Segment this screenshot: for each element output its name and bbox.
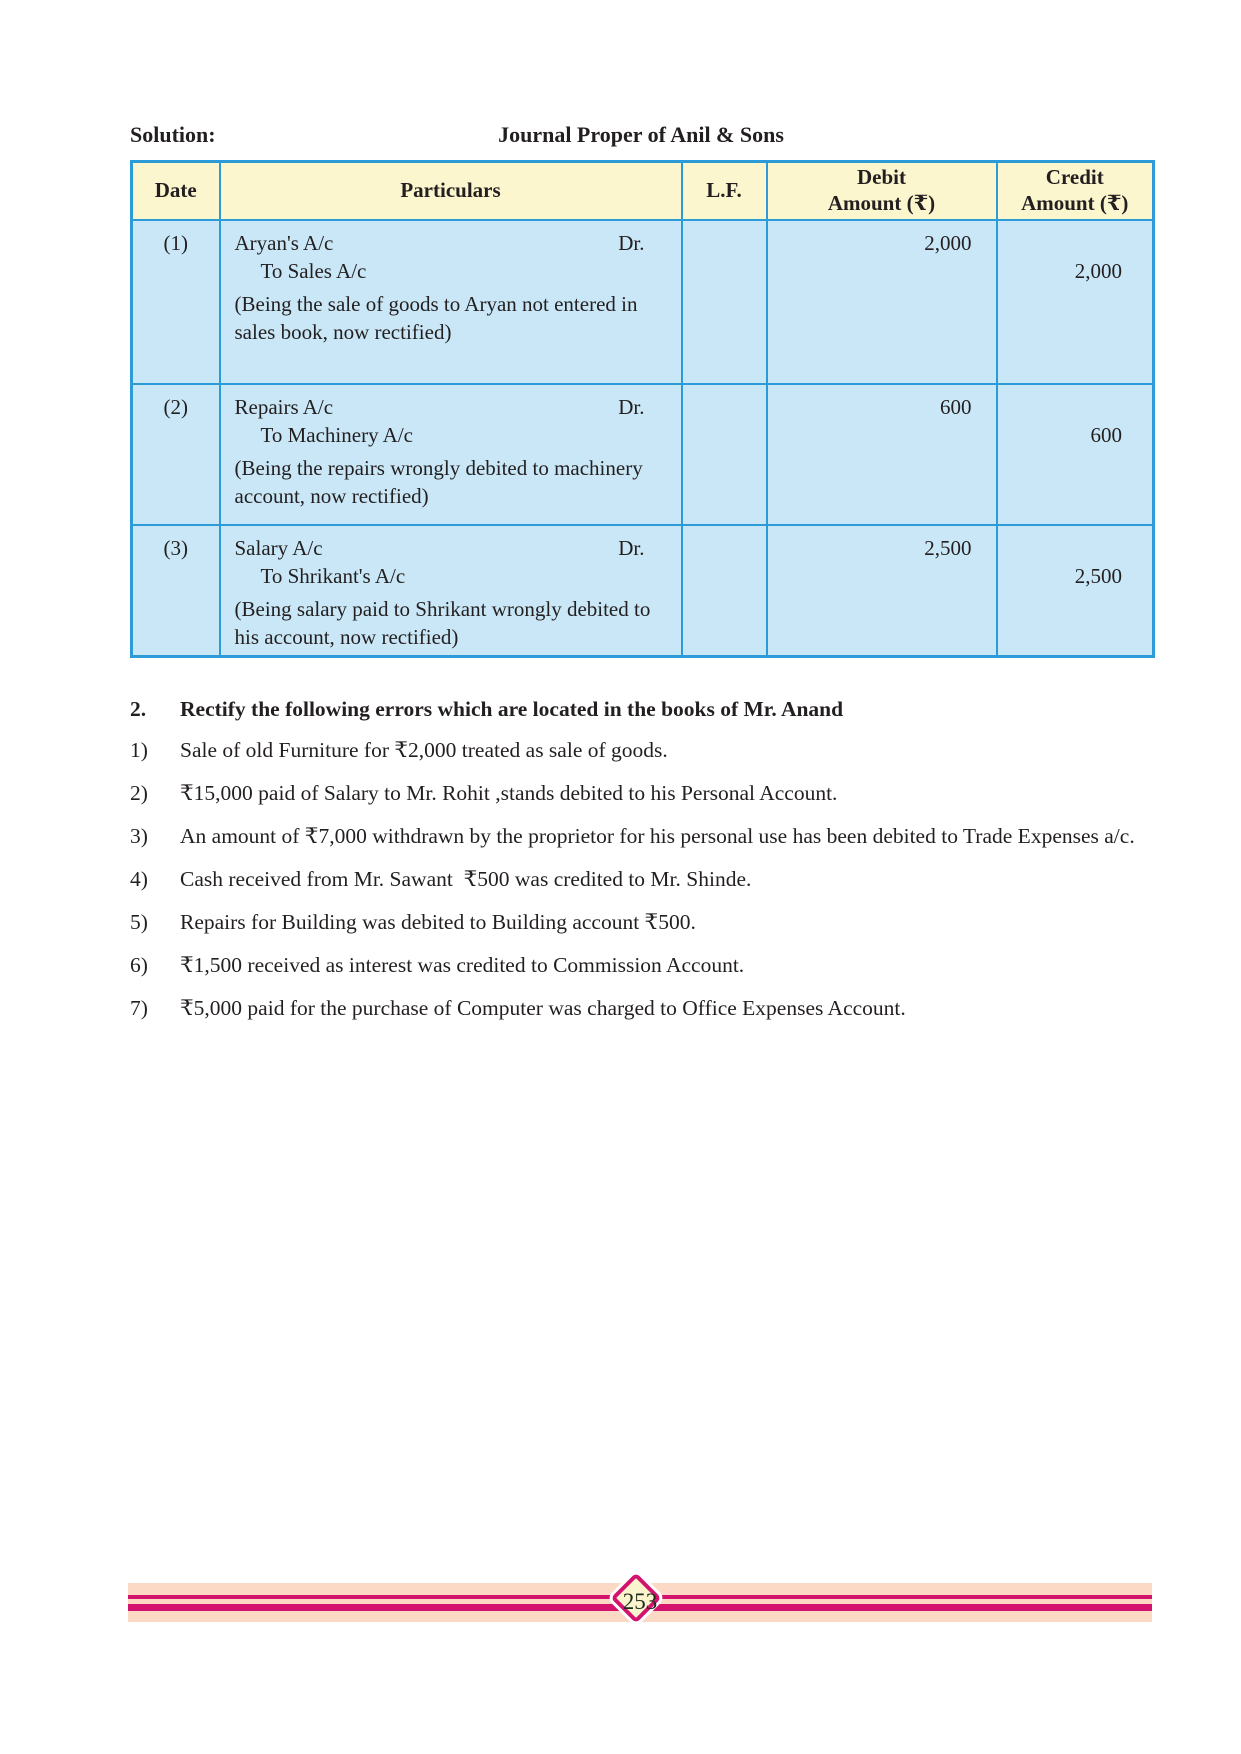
footer-decoration-band [128,1583,1152,1622]
journal-title: Journal Proper of Anil & Sons [498,122,784,147]
journal-proper-table [130,160,1155,658]
credit-amount: 600 [1090,422,1122,447]
list-item [130,908,1148,937]
title-row [130,122,1152,154]
entry-lf [682,384,767,525]
list-item [130,822,1148,851]
dr-label: Dr. [618,230,645,255]
debit-amount: 2,500 [924,535,972,560]
item-text: An amount of ₹7,000 withdrawn by the proprietor for his personal use has been debited to Trade Expenses a/c. [180,824,1135,848]
narration: (Being salary paid to Shrikant wrongly debited to his account, now rectified) [234,596,651,649]
entry-date: (2) [132,384,220,525]
list-item [130,951,1148,980]
item-number: 7) [130,996,148,1020]
journal-entry-row [132,384,1154,525]
debit-amount-cell [767,220,997,384]
credited-account: To Shrikant's A/c [260,563,406,588]
credit-amount: 2,000 [1074,258,1122,283]
debit-amount-cell [767,384,997,525]
item-number: 4) [130,867,148,891]
entry-lf [682,220,767,384]
question-heading-text: Rectify the following errors which are located in the books of Mr. Anand [180,697,844,721]
journal-entry-row [132,220,1154,384]
header-debit-line1: Debit [857,165,906,190]
solution-label: Solution: [130,122,216,147]
item-text: Repairs for Building was debited to Building account ₹500. [180,910,696,934]
item-number: 6) [130,953,148,977]
entry-date: (1) [132,220,220,384]
header-date-label: Date [154,178,197,203]
column-header-lf [682,162,767,220]
item-number: 3) [130,824,148,848]
header-debit-line2: Amount (₹) [827,191,936,216]
item-text: ₹1,500 received as interest was credited to Commission Account. [180,953,745,977]
header-particulars-label: Particulars [400,178,501,203]
debit-amount: 2,000 [924,230,972,255]
column-header-debit [767,162,997,220]
item-number: 1) [130,738,148,762]
credited-account: To Machinery A/c [260,422,413,447]
debited-account-line [235,534,673,562]
column-header-particulars [220,162,682,220]
journal-entry-row [132,525,1154,657]
credit-amount-cell [997,384,1154,525]
item-text: ₹5,000 paid for the purchase of Computer was charged to Office Expenses Account. [180,996,906,1020]
header-lf-label: L.F. [706,178,742,203]
column-header-credit [997,162,1154,220]
entry-particulars [220,384,682,525]
list-item [130,865,1148,894]
debit-amount: 600 [940,394,972,419]
entry-particulars [220,220,682,384]
dr-label: Dr. [618,535,645,560]
header-credit-line2: Amount (₹) [1021,191,1129,216]
page-number: 253 [622,1589,658,1614]
header-row [132,162,1154,220]
item-text: Cash received from Mr. Sawant ₹500 was credited to Mr. Shinde. [180,867,752,891]
question-section [130,694,1148,1037]
item-number: 5) [130,910,148,934]
debited-account: Aryan's A/c [234,230,334,255]
debit-amount-cell [767,525,997,657]
credit-amount-cell [997,220,1154,384]
debited-account: Salary A/c [234,535,323,560]
item-text: Sale of old Furniture for ₹2,000 treated as sale of goods. [180,738,668,762]
credit-amount: 2,500 [1074,563,1122,588]
list-item [130,779,1148,808]
question-heading [130,694,1148,724]
credit-amount-cell [997,525,1154,657]
debited-account: Repairs A/c [234,394,334,419]
dr-label: Dr. [618,394,645,419]
narration: (Being the repairs wrongly debited to machinery account, now rectified) [234,455,643,508]
list-item [130,994,1148,1023]
column-header-date [132,162,220,220]
entry-particulars [220,525,682,657]
item-text: ₹15,000 paid of Salary to Mr. Rohit ,stands debited to his Personal Account. [180,781,838,805]
item-number: 2) [130,781,148,805]
credited-account: To Sales A/c [260,258,367,283]
narration: (Being the sale of goods to Aryan not entered in sales book, now rectified) [234,291,638,344]
debited-account-line [235,393,673,421]
list-item [130,736,1148,765]
header-credit-line1: Credit [1045,165,1104,190]
entry-date: (3) [132,525,220,657]
entry-lf [682,525,767,657]
debited-account-line [235,229,673,257]
question-number: 2. [130,697,147,721]
